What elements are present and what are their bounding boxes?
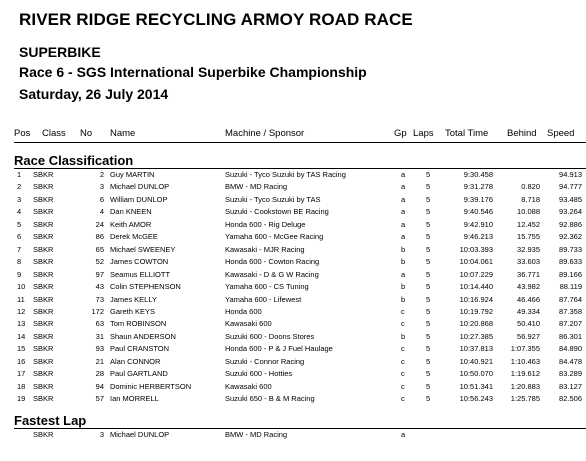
cell-behind: 43.982 bbox=[517, 282, 540, 292]
cell-gp: c bbox=[401, 381, 405, 391]
cell-pos: 2 bbox=[17, 182, 22, 192]
cell-pos: 15 bbox=[17, 344, 26, 354]
cell-machine: BMW - MD Racing bbox=[225, 182, 288, 192]
cell-total-time: 10:51.341 bbox=[459, 381, 493, 391]
cell-name: Michael SWEENEY bbox=[110, 244, 176, 254]
col-no: No bbox=[80, 128, 93, 139]
table-row bbox=[0, 169, 586, 181]
cell-gp: a bbox=[401, 219, 406, 229]
cell-behind: 49.334 bbox=[517, 306, 540, 316]
table-row bbox=[0, 368, 586, 380]
cell-machine: Yamaha 600 - McGee Racing bbox=[225, 232, 324, 242]
cell-class: SBKR bbox=[33, 232, 54, 242]
cell-class: SBKR bbox=[33, 269, 54, 279]
cell-name: Paul CRANSTON bbox=[110, 344, 170, 354]
cell-class: SBKR bbox=[33, 182, 54, 192]
cell-no: 43 bbox=[95, 282, 104, 292]
cell-name: Seamus ELLIOTT bbox=[110, 269, 171, 279]
cell-name: Dan KNEEN bbox=[110, 207, 152, 217]
cell-laps: 5 bbox=[426, 356, 431, 366]
cell-class: SBKR bbox=[33, 194, 54, 204]
cell-no: 31 bbox=[95, 331, 104, 341]
cell-class: SBKR bbox=[33, 306, 54, 316]
cell-name: James COWTON bbox=[110, 257, 169, 267]
cell-gp: b bbox=[401, 244, 406, 254]
cell-laps: 5 bbox=[426, 232, 431, 242]
cell-class: SBKR bbox=[33, 319, 54, 329]
table-row bbox=[0, 206, 586, 218]
cell-gp: c bbox=[401, 394, 405, 404]
col-machine: Machine / Sponsor bbox=[225, 128, 305, 139]
cell-machine: Kawasaki 600 bbox=[225, 381, 272, 391]
cell-gp: a bbox=[401, 182, 406, 192]
table-row bbox=[0, 256, 586, 268]
cell-speed: 93.485 bbox=[559, 194, 582, 204]
cell-machine: Suzuki - Tyco Suzuki by TAS Racing bbox=[225, 170, 346, 179]
cell-gp: b bbox=[401, 294, 406, 304]
section-race-classification: Race Classification bbox=[14, 153, 134, 168]
cell-total-time: 10:14.440 bbox=[459, 282, 493, 292]
col-gp: Gp bbox=[394, 128, 407, 139]
cell-laps: 5 bbox=[426, 394, 431, 404]
cell-machine: Suzuki 600 - Doons Stores bbox=[225, 331, 315, 341]
cell-behind: 1:07.355 bbox=[510, 344, 540, 354]
cell-behind: 10.088 bbox=[517, 207, 540, 217]
cell-laps: 5 bbox=[426, 244, 431, 254]
cell-speed: 89.166 bbox=[559, 269, 582, 279]
cell-behind: 46.466 bbox=[517, 294, 540, 304]
cell-machine: Suzuki - Cookstown BE Racing bbox=[225, 207, 329, 217]
cell-no: 28 bbox=[95, 369, 104, 379]
cell-name: Michael DUNLOP bbox=[110, 430, 170, 439]
cell-gp: c bbox=[401, 306, 405, 316]
cell-machine: Suzuki - Tyco Suzuki by TAS bbox=[225, 194, 321, 204]
cell-behind: 12.452 bbox=[517, 219, 540, 229]
cell-total-time: 10:27.385 bbox=[459, 331, 493, 341]
cell-class: SBKR bbox=[33, 381, 54, 391]
col-total-time: Total Time bbox=[445, 128, 489, 139]
cell-pos: 10 bbox=[17, 282, 26, 292]
cell-total-time: 10:04.061 bbox=[459, 257, 493, 267]
cell-behind: 15.755 bbox=[517, 232, 540, 242]
table-row bbox=[0, 393, 586, 405]
cell-pos: 1 bbox=[17, 170, 22, 179]
cell-laps: 5 bbox=[426, 257, 431, 267]
cell-behind: 1:20.883 bbox=[510, 381, 540, 391]
cell-laps: 5 bbox=[426, 369, 431, 379]
cell-name: James KELLY bbox=[110, 294, 157, 304]
col-class: Class bbox=[42, 128, 66, 139]
document-title: RIVER RIDGE RECYCLING ARMOY ROAD RACE bbox=[19, 10, 413, 29]
cell-pos: 8 bbox=[17, 257, 22, 267]
cell-laps: 5 bbox=[426, 194, 431, 204]
cell-class: SBKR bbox=[33, 369, 54, 379]
cell-gp: a bbox=[401, 207, 406, 217]
cell-machine: Suzuki 600 - Hotties bbox=[225, 369, 293, 379]
cell-total-time: 10:37.813 bbox=[459, 344, 493, 354]
cell-gp: a bbox=[401, 170, 406, 179]
cell-speed: 83.289 bbox=[559, 369, 582, 379]
race-name: Race 6 - SGS International Superbike Championship bbox=[19, 64, 367, 80]
cell-speed: 87.764 bbox=[559, 294, 582, 304]
cell-class: SBKR bbox=[33, 207, 54, 217]
race-date: Saturday, 26 July 2014 bbox=[19, 86, 169, 102]
cell-no: 6 bbox=[99, 194, 104, 204]
cell-name: Shaun ANDERSON bbox=[110, 331, 176, 341]
cell-machine: Honda 600 bbox=[225, 306, 262, 316]
class-subtitle: SUPERBIKE bbox=[19, 44, 101, 60]
cell-behind: 50.410 bbox=[517, 319, 540, 329]
cell-speed: 92.362 bbox=[559, 232, 582, 242]
cell-pos: 4 bbox=[17, 207, 22, 217]
col-name: Name bbox=[110, 128, 136, 139]
cell-behind: 32.935 bbox=[517, 244, 540, 254]
cell-laps: 5 bbox=[426, 294, 431, 304]
cell-gp: b bbox=[401, 282, 406, 292]
table-row bbox=[0, 294, 586, 306]
cell-machine: Kawasaki - D & G W Racing bbox=[225, 269, 319, 279]
cell-total-time: 9:30.458 bbox=[463, 170, 493, 179]
cell-class: SBKR bbox=[33, 344, 54, 354]
cell-name: Keith AMOR bbox=[110, 219, 152, 229]
cell-total-time: 9:46.213 bbox=[463, 232, 493, 242]
cell-gp: a bbox=[401, 232, 406, 242]
cell-speed: 84.890 bbox=[559, 344, 582, 354]
cell-gp: b bbox=[401, 331, 406, 341]
cell-class: SBKR bbox=[33, 170, 54, 179]
cell-name: Michael DUNLOP bbox=[110, 182, 170, 192]
cell-name: Tom ROBINSON bbox=[110, 319, 167, 329]
cell-laps: 5 bbox=[426, 381, 431, 391]
col-pos: Pos bbox=[14, 128, 31, 139]
table-row bbox=[0, 231, 586, 243]
cell-no: 97 bbox=[95, 269, 104, 279]
cell-pos: 3 bbox=[17, 194, 22, 204]
table-row bbox=[0, 318, 586, 330]
cell-name: Paul GARTLAND bbox=[110, 369, 168, 379]
cell-class: SBKR bbox=[33, 430, 54, 439]
cell-class: SBKR bbox=[33, 282, 54, 292]
cell-behind: 1:10.463 bbox=[510, 356, 540, 366]
cell-gp: c bbox=[401, 369, 405, 379]
cell-machine: Honda 600 - P & J Fuel Haulage bbox=[225, 344, 333, 354]
cell-gp: a bbox=[401, 194, 406, 204]
cell-speed: 89.633 bbox=[559, 257, 582, 267]
cell-total-time: 10:40.921 bbox=[459, 356, 493, 366]
cell-pos: 6 bbox=[17, 232, 22, 242]
section-fastest-lap: Fastest Lap bbox=[14, 413, 87, 428]
cell-speed: 87.207 bbox=[559, 319, 582, 329]
cell-speed: 87.358 bbox=[559, 306, 582, 316]
cell-pos: 9 bbox=[17, 269, 22, 279]
cell-pos: 11 bbox=[17, 294, 25, 304]
cell-laps: 5 bbox=[426, 219, 431, 229]
cell-speed: 82.506 bbox=[559, 394, 582, 404]
cell-laps: 5 bbox=[426, 282, 431, 292]
cell-name: Dominic HERBERTSON bbox=[110, 381, 192, 391]
cell-total-time: 10:16.924 bbox=[459, 294, 493, 304]
cell-machine: Honda 600 - Rig Deluge bbox=[225, 219, 306, 229]
cell-no: 73 bbox=[95, 294, 104, 304]
col-behind: Behind bbox=[507, 128, 537, 139]
col-speed: Speed bbox=[547, 128, 575, 139]
cell-name: Ian MORRELL bbox=[110, 394, 159, 404]
cell-name: William DUNLOP bbox=[110, 194, 168, 204]
cell-pos: 17 bbox=[17, 369, 26, 379]
cell-class: SBKR bbox=[33, 331, 54, 341]
cell-behind: 0.820 bbox=[521, 182, 540, 192]
cell-pos: 18 bbox=[17, 381, 26, 391]
cell-laps: 5 bbox=[426, 344, 431, 354]
cell-speed: 93.264 bbox=[559, 207, 582, 217]
table-row bbox=[0, 356, 586, 368]
cell-total-time: 9:31.278 bbox=[463, 182, 493, 192]
cell-class: SBKR bbox=[33, 257, 54, 267]
cell-name: Alan CONNOR bbox=[110, 356, 161, 366]
col-laps: Laps bbox=[413, 128, 434, 139]
header-divider bbox=[14, 142, 586, 143]
cell-no: 4 bbox=[99, 207, 104, 217]
cell-speed: 92.886 bbox=[559, 219, 582, 229]
cell-speed: 83.127 bbox=[559, 381, 582, 391]
cell-gp: c bbox=[401, 319, 405, 329]
cell-gp: b bbox=[401, 257, 406, 267]
cell-speed: 94.777 bbox=[559, 182, 582, 192]
cell-gp: a bbox=[401, 269, 406, 279]
cell-laps: 5 bbox=[426, 306, 431, 316]
cell-class: SBKR bbox=[33, 356, 54, 366]
cell-no: 94 bbox=[95, 381, 104, 391]
cell-machine: Kawasaki 600 bbox=[225, 319, 272, 329]
fastest-lap-row bbox=[0, 429, 586, 441]
table-row bbox=[0, 343, 586, 355]
cell-pos: 19 bbox=[17, 394, 26, 404]
cell-behind: 56.927 bbox=[517, 331, 540, 341]
cell-behind: 1:19.612 bbox=[510, 369, 540, 379]
table-row bbox=[0, 331, 586, 343]
cell-laps: 5 bbox=[426, 182, 431, 192]
cell-machine: BMW - MD Racing bbox=[225, 430, 288, 439]
cell-no: 24 bbox=[95, 219, 104, 229]
cell-gp: c bbox=[401, 344, 405, 354]
table-row bbox=[0, 194, 586, 206]
cell-total-time: 9:40.546 bbox=[463, 207, 493, 217]
table-row bbox=[0, 306, 586, 318]
cell-machine: Kawasaki - MJR Racing bbox=[225, 244, 305, 254]
table-row bbox=[0, 269, 586, 281]
cell-pos: 7 bbox=[17, 244, 22, 254]
cell-machine: Yamaha 600 - CS Tuning bbox=[225, 282, 309, 292]
cell-speed: 94.913 bbox=[559, 170, 582, 179]
cell-class: SBKR bbox=[33, 394, 54, 404]
table-row bbox=[0, 181, 586, 193]
cell-speed: 89.733 bbox=[559, 244, 582, 254]
cell-machine: Yamaha 600 - Lifewest bbox=[225, 294, 302, 304]
cell-laps: 5 bbox=[426, 170, 431, 179]
cell-pos: 14 bbox=[17, 331, 26, 341]
table-row bbox=[0, 281, 586, 293]
cell-total-time: 10:19.792 bbox=[459, 306, 493, 316]
cell-name: Derek McGEE bbox=[110, 232, 158, 242]
cell-laps: 5 bbox=[426, 269, 431, 279]
cell-behind: 1:25.785 bbox=[510, 394, 540, 404]
cell-laps: 5 bbox=[426, 207, 431, 217]
column-header-row bbox=[0, 128, 586, 142]
cell-name: Colin STEPHENSON bbox=[110, 282, 181, 292]
cell-pos: 5 bbox=[17, 219, 22, 229]
cell-no: 63 bbox=[95, 319, 104, 329]
cell-total-time: 10:07.229 bbox=[459, 269, 493, 279]
cell-total-time: 10:56.243 bbox=[459, 394, 493, 404]
cell-total-time: 9:42.910 bbox=[463, 219, 493, 229]
cell-speed: 88.119 bbox=[559, 282, 582, 292]
cell-machine: Suzuki - Connor Racing bbox=[225, 356, 305, 366]
cell-speed: 84.478 bbox=[559, 356, 582, 366]
cell-behind: 8.718 bbox=[521, 194, 540, 204]
cell-gp: a bbox=[401, 430, 406, 439]
cell-no: 52 bbox=[95, 257, 104, 267]
table-row bbox=[0, 381, 586, 393]
cell-speed: 86.301 bbox=[559, 331, 582, 341]
cell-no: 3 bbox=[99, 182, 104, 192]
table-row bbox=[0, 219, 586, 231]
cell-class: SBKR bbox=[33, 294, 54, 304]
cell-no: 2 bbox=[99, 170, 104, 179]
table-row bbox=[0, 244, 586, 256]
cell-laps: 5 bbox=[426, 331, 431, 341]
cell-no: 172 bbox=[91, 306, 104, 316]
cell-behind: 33.603 bbox=[517, 257, 540, 267]
cell-pos: 13 bbox=[17, 319, 26, 329]
cell-total-time: 10:20.868 bbox=[459, 319, 493, 329]
cell-total-time: 9:39.176 bbox=[463, 194, 493, 204]
cell-no: 57 bbox=[95, 394, 104, 404]
cell-pos: 12 bbox=[17, 306, 26, 316]
cell-no: 86 bbox=[95, 232, 104, 242]
cell-class: SBKR bbox=[33, 244, 54, 254]
cell-class: SBKR bbox=[33, 219, 54, 229]
cell-no: 3 bbox=[99, 430, 104, 439]
cell-no: 93 bbox=[95, 344, 104, 354]
cell-name: Guy MARTIN bbox=[110, 170, 155, 179]
cell-no: 65 bbox=[95, 244, 104, 254]
cell-pos: 16 bbox=[17, 356, 26, 366]
cell-no: 21 bbox=[95, 356, 104, 366]
cell-total-time: 10:50.070 bbox=[459, 369, 493, 379]
cell-gp: c bbox=[401, 356, 405, 366]
cell-name: Gareth KEYS bbox=[110, 306, 156, 316]
cell-total-time: 10:03.393 bbox=[459, 244, 493, 254]
cell-machine: Suzuki 650 - B & M Racing bbox=[225, 394, 315, 404]
cell-laps: 5 bbox=[426, 319, 431, 329]
cell-machine: Honda 600 - Cowton Racing bbox=[225, 257, 320, 267]
cell-behind: 36.771 bbox=[517, 269, 540, 279]
